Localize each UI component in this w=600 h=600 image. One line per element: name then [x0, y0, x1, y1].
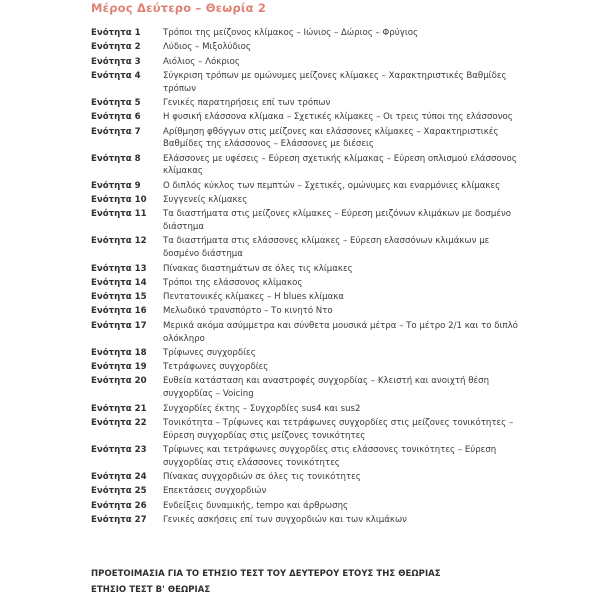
unit-label: Ενότητα 1 — [91, 28, 141, 38]
unit-description: Σύγκριση τρόπων με ομώνυμες μείζονες κλίμακες – Χαρακτηριστικές Βαθμίδες τρόπων — [163, 70, 507, 94]
unit-label: Ενότητα 10 — [91, 195, 147, 206]
unit-description: Ο διπλός κύκλος των πεμπτών – Σχετικές, ομώνυμες και εναρμόνιες κλίμακες — [163, 180, 501, 191]
unit-description: Τα διαστήματα στις ελάσσονες κλίμακες – Εύρεση ελασσόνων κλιμάκων με δοσμένο διάστημα — [163, 236, 490, 260]
unit-row — [91, 277, 521, 290]
unit-description: Ευθεία κατάσταση και αναστροφές συγχορδίας – Κλειστή και ανοιχτή θέση συγχορδίας – Voicing — [163, 376, 490, 400]
unit-description: Αρίθμηση φθόγγων στις μείζονες και ελάσσονες κλίμακες – Χαρακτηριστικές Βαθμίδες της ελάσσονος – Ελάσσονες με διέσεις — [163, 126, 499, 150]
unit-label: Ενότητα 24 — [91, 472, 147, 482]
unit-label: Ενότητα 14 — [91, 277, 147, 288]
unit-label: Ενότητα 5 — [91, 97, 141, 108]
unit-label: Ενότητα 19 — [91, 362, 147, 373]
unit-label: Ενότητα 7 — [91, 126, 141, 137]
unit-description: Τρόποι της ελάσσονος κλίμακος — [163, 277, 303, 288]
unit-description: Πίνακας συγχορδιών σε όλες τις τονικότητες — [163, 472, 361, 482]
unit-label: Ενότητα 3 — [91, 56, 141, 67]
unit-label: Ενότητα 12 — [91, 236, 147, 247]
unit-row — [91, 41, 521, 54]
unit-row — [91, 153, 521, 179]
unit-label: Ενότητα 4 — [91, 70, 141, 81]
unit-label: Ενότητα 27 — [91, 514, 147, 525]
unit-row — [91, 263, 521, 276]
unit-description: Ενδείξεις δυναμικής, tempo και άρθρωσης — [163, 500, 349, 511]
unit-description: Μελωδικό τρανσπόρτο – Το κινητό Ντο — [163, 306, 333, 317]
footer-line: ΠΡΟΕΤΟΙΜΑΣΙΑ ΓΙΑ ΤΟ ΕΤΗΣΙΟ ΤΕΣΤ ΤΟΥ ΔΕΥΤΕΡΟΥ ΕΤΟΥΣ ΤΗΣ ΘΕΩΡΙΑΣ — [91, 569, 441, 579]
unit-row — [91, 305, 521, 318]
unit-description: Πεντατονικές κλίμακες – Η blues κλίμακα — [163, 292, 344, 303]
unit-row — [91, 291, 521, 304]
unit-row — [91, 417, 521, 443]
unit-description: Επεκτάσεις συγχορδιών — [163, 486, 267, 497]
unit-description: Πίνακας διαστημάτων σε όλες τις κλίμακες — [163, 263, 353, 274]
unit-description: Τα διαστήματα στις μείζονες κλίμακες – Εύρεση μειζόνων κλιμάκων με δοσμένο διάστημα — [163, 209, 512, 233]
unit-row — [91, 56, 521, 69]
unit-row — [91, 444, 521, 470]
unit-row — [91, 235, 521, 261]
unit-row — [91, 347, 521, 360]
unit-row — [91, 500, 521, 513]
unit-label: Ενότητα 9 — [91, 180, 141, 191]
unit-description: Γενικές παρατηρήσεις επί των τρόπων — [163, 97, 331, 108]
unit-row — [91, 514, 521, 527]
unit-row — [91, 403, 521, 416]
unit-label: Ενότητα 6 — [91, 112, 141, 123]
unit-row — [91, 375, 521, 401]
unit-description: Τετράφωνες συγχορδίες — [163, 362, 269, 373]
unit-description: Η φυσική ελάσσονα κλίμακα – Σχετικές κλίμακες – Οι τρεις τύποι της ελάσσονος — [163, 112, 513, 123]
page-title: Μέρος Δεύτερο – Θεωρία 2 — [91, 1, 267, 15]
unit-label: Ενότητα 20 — [91, 376, 147, 387]
unit-row — [91, 97, 521, 110]
unit-row — [91, 361, 521, 374]
unit-list — [91, 27, 521, 528]
unit-label: Ενότητα 11 — [91, 209, 147, 220]
unit-row — [91, 111, 521, 124]
unit-description: Αιόλιος – Λόκριος — [163, 56, 240, 67]
footer-line: ΕΤΗΣΙΟ ΤΕΣΤ Β' ΘΕΩΡΙΑΣ — [91, 584, 211, 595]
unit-description: Τονικότητα – Τρίφωνες και τετράφωνες συγχορδίες στις μείζονες τονικότητες – Εύρεση συγχορδίας στις μείζονες τονικότητες — [163, 417, 514, 441]
footer-block — [91, 567, 531, 598]
unit-description: Μερικά ακόμα ασύμμετρα και σύνθετα μουσικά μέτρα – Το μέτρο 2/1 και το διπλό ολόκληρο — [163, 320, 518, 344]
unit-label: Ενότητα 25 — [91, 486, 147, 497]
unit-description: Τρίφωνες και τετράφωνες συγχορδίες στις ελάσσονες τονικότητες – Εύρεση συγχορδίας στις ελάσσονες τονικότητες — [163, 444, 497, 468]
unit-label: Ενότητα 22 — [91, 417, 147, 428]
unit-description: Συγχορδίες έκτης – Συγχορδίες sus4 και sus2 — [163, 403, 361, 414]
unit-label: Ενότητα 23 — [91, 444, 147, 455]
unit-row — [91, 485, 521, 498]
unit-label: Ενότητα 16 — [91, 306, 147, 317]
unit-description: Λύδιος – Μιξολύδιος — [163, 42, 251, 53]
unit-row — [91, 27, 521, 40]
unit-label: Ενότητα 26 — [91, 500, 147, 511]
unit-row — [91, 194, 521, 207]
unit-label: Ενότητα 15 — [91, 292, 147, 303]
unit-label: Ενότητα 8 — [91, 153, 141, 164]
unit-description: Τρόποι της μείζονος κλίμακος – Ιώνιος – Δώριος – Φρύγιος — [163, 28, 419, 38]
unit-row — [91, 471, 521, 484]
unit-label: Ενότητα 2 — [91, 42, 141, 53]
unit-description: Ελάσσονες με υφέσεις – Εύρεση σχετικής κλίμακας – Εύρεση οπλισμού ελάσσονος κλίμακας — [163, 153, 517, 177]
unit-label: Ενότητα 13 — [91, 263, 147, 274]
unit-description: Τρίφωνες συγχορδίες — [163, 347, 256, 358]
unit-label: Ενότητα 21 — [91, 403, 147, 414]
unit-description: Γενικές ασκήσεις επί των συγχορδιών και των κλιμάκων — [163, 514, 407, 525]
unit-description: Συγγενείς κλίμακες — [163, 195, 248, 206]
unit-row — [91, 208, 521, 234]
unit-row — [91, 126, 521, 152]
unit-row — [91, 180, 521, 193]
unit-label: Ενότητα 17 — [91, 320, 147, 331]
unit-row — [91, 320, 521, 346]
unit-row — [91, 70, 521, 96]
unit-label: Ενότητα 18 — [91, 347, 147, 358]
